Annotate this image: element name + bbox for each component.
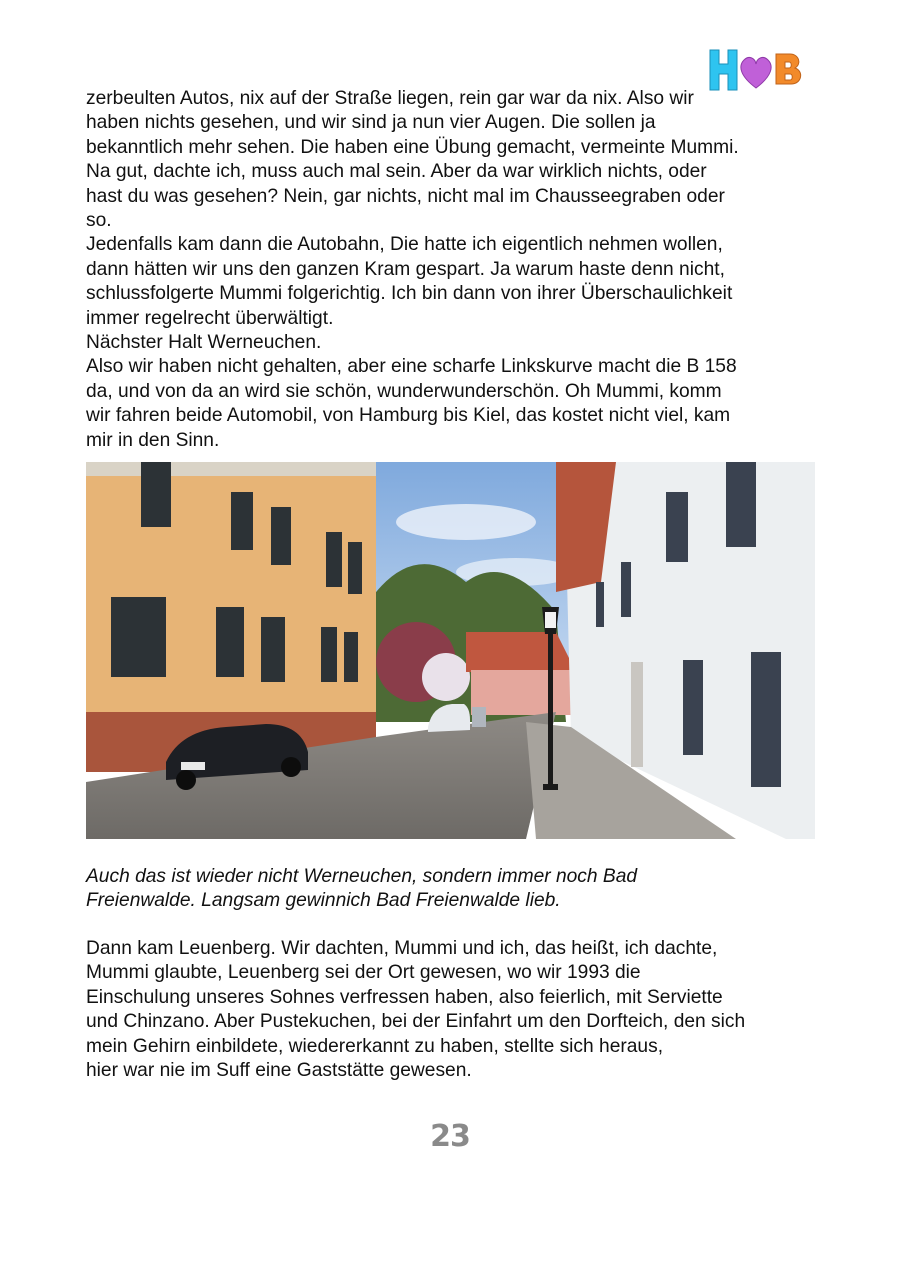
text-line: mein Gehirn einbildete, wiedererkannt zu haben, stellte sich heraus, [86, 1035, 664, 1057]
text-line: zerbeulten Autos, nix auf der Straße liegen, rein gar war da nix. Also wir [86, 88, 694, 109]
text-line: hast du was gesehen? Nein, gar nichts, nicht mal im Chausseegraben oder [86, 185, 725, 207]
photo-caption [86, 865, 816, 914]
text-line: Dann kam Leuenberg. Wir dachten, Mummi und ich, das heißt, ich dachte, [86, 938, 718, 959]
text-line: Nächster Halt Werneuchen. [86, 332, 322, 354]
text-line: wir fahren beide Automobil, von Hamburg bis Kiel, das kostet nicht viel, kam [86, 405, 731, 427]
paragraph-bottom [86, 937, 816, 1083]
text-line: bekanntlich mehr sehen. Die haben eine Übung gemacht, vermeinte Mummi. [86, 136, 739, 158]
text-line: Also wir haben nicht gehalten, aber eine scharfe Linkskurve macht die B 158 [86, 356, 737, 378]
text-line: schlussfolgerte Mummi folgerichtig. Ich bin dann von ihrer Überschaulichkeit [86, 283, 733, 305]
text-line: dann hätten wir uns den ganzen Kram gespart. Ja warum haste denn nicht, [86, 258, 725, 280]
text-line: haben nichts gesehen, und wir sind ja nun vier Augen. Die sollen ja [86, 112, 656, 134]
text-line: Mummi glaubte, Leuenberg sei der Ort gewesen, wo wir 1993 die [86, 962, 641, 984]
street-photo [86, 462, 815, 839]
logo-letter-h [710, 50, 737, 90]
text-line: so. [86, 210, 112, 232]
text-line: da, und von da an wird sie schön, wunderwunderschön. Oh Mummi, komm [86, 380, 722, 402]
page-number: 23 [430, 1119, 470, 1154]
logo-letter-b [776, 54, 801, 84]
text-line: mir in den Sinn. [86, 429, 220, 451]
text-line: Einschulung unseres Sohnes verfressen haben, also feierlich, mit Serviette [86, 986, 723, 1008]
caption-line: Freienwalde. Langsam gewinnich Bad Freienwalde lieb. [86, 890, 561, 912]
text-line: immer regelrecht überwältigt. [86, 307, 334, 329]
text-line: und Chinzano. Aber Pustekuchen, bei der Einfahrt um den Dorfteich, den sich [86, 1011, 746, 1033]
text-line: Na gut, dachte ich, muss auch mal sein. Aber da war wirklich nichts, oder [86, 161, 707, 183]
paragraph-top [86, 87, 816, 453]
text-line: hier war nie im Suff eine Gaststätte gewesen. [86, 1060, 472, 1082]
text-line: Jedenfalls kam dann die Autobahn, Die hatte ich eigentlich nehmen wollen, [86, 234, 723, 256]
caption-line: Auch das ist wieder nicht Werneuchen, sondern immer noch Bad [86, 866, 638, 887]
logo-heart-icon [741, 57, 771, 88]
